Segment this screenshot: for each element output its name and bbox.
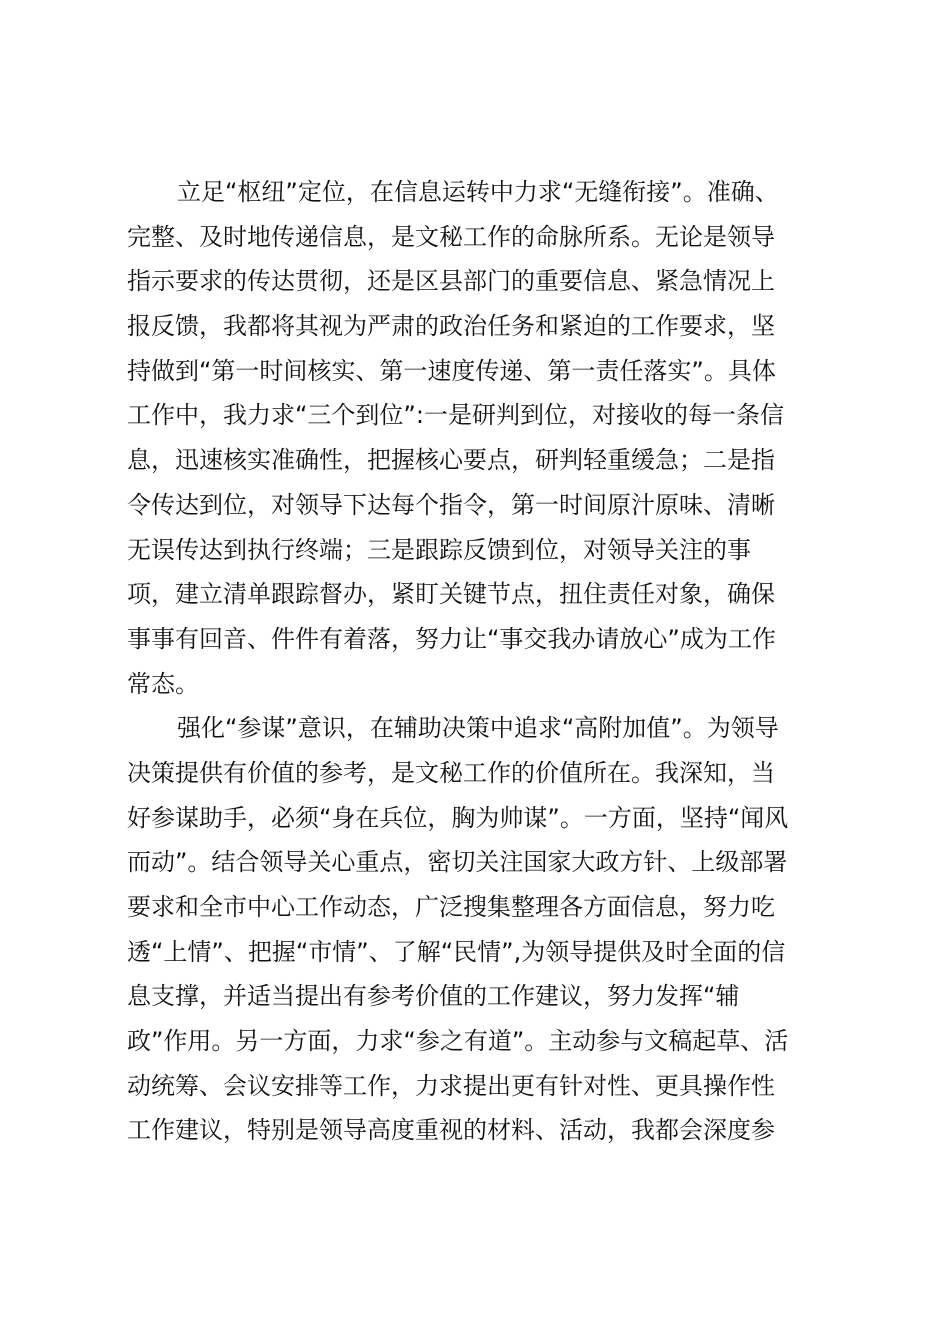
paragraph-line: 息，迅速核实准确性，把握核心要点，研判轻重缓急；二是指: [127, 446, 775, 475]
document-body: [127, 170, 837, 1153]
paragraph-line: 息支撑，并适当提出有参考价值的工作建议，努力发挥“辅: [127, 982, 740, 1011]
paragraph-line: 令传达到位，对领导下达每个指令，第一时间原汁原味、清晰: [127, 490, 775, 519]
paragraph-line: 事事有回音、件件有着落，努力让“事交我办请放心”成为工作: [127, 624, 776, 653]
paragraph-line: 要求和全市中心工作动态，广泛搜集整理各方面信息，努力吃: [127, 893, 775, 921]
paragraph-line: 指示要求的传达贯彻，还是区县部门的重要信息、紧急情况上: [127, 267, 775, 296]
paragraph-advisor-awareness: [127, 706, 837, 1153]
paragraph-line: 持做到“第一时间核实、第一速度传递、第一责任落实”。具体: [127, 356, 776, 385]
paragraph-line: 而动”。结合领导关心重点，密切关注国家大政方针、上级部署: [127, 848, 788, 877]
paragraph-line: 动统筹、会议安排等工作，力求提出更有针对性、更具操作性: [127, 1071, 775, 1100]
paragraph-line: 立足“枢纽”定位，在信息运转中力求“无缝衔接”。准确、: [177, 178, 779, 206]
paragraph-line: 透“上情”、把握“市情”、了解“民情”,为领导提供及时全面的信: [127, 937, 786, 966]
paragraph-line: 完整、及时地传递信息，是文秘工作的命脉所系。无论是领导: [127, 222, 775, 251]
paragraph-line: 工作中，我力求“三个到位”:一是研判到位，对接收的每一条信: [127, 401, 784, 430]
paragraph-line: 政”作用。另一方面，力求“参之有道”。主动参与文稿起草、活: [127, 1027, 789, 1056]
paragraph-line: 好参谋助手，必须“身在兵位，胸为帅谋”。一方面，坚持“闻风: [127, 803, 789, 832]
paragraph-line: 项，建立清单跟踪督办，紧盯关键节点，扭住责任对象，确保: [127, 580, 775, 609]
paragraph-line: 强化“参谋”意识，在辅助决策中追求“高附加值”。为领导: [177, 714, 779, 743]
paragraph-line: 决策提供有价值的参考，是文秘工作的价值所在。我深知，当: [127, 758, 775, 787]
paragraph-line: 报反馈，我都将其视为严肃的政治任务和紧迫的工作要求，坚: [127, 312, 775, 341]
paragraph-hub-positioning: [127, 170, 837, 706]
paragraph-line: 无误传达到执行终端；三是跟踪反馈到位，对领导关注的事: [127, 535, 751, 564]
paragraph-line: 工作建议，特别是领导高度重视的材料、活动，我都会深度参: [127, 1116, 775, 1145]
paragraph-line: 常态。: [127, 669, 199, 698]
